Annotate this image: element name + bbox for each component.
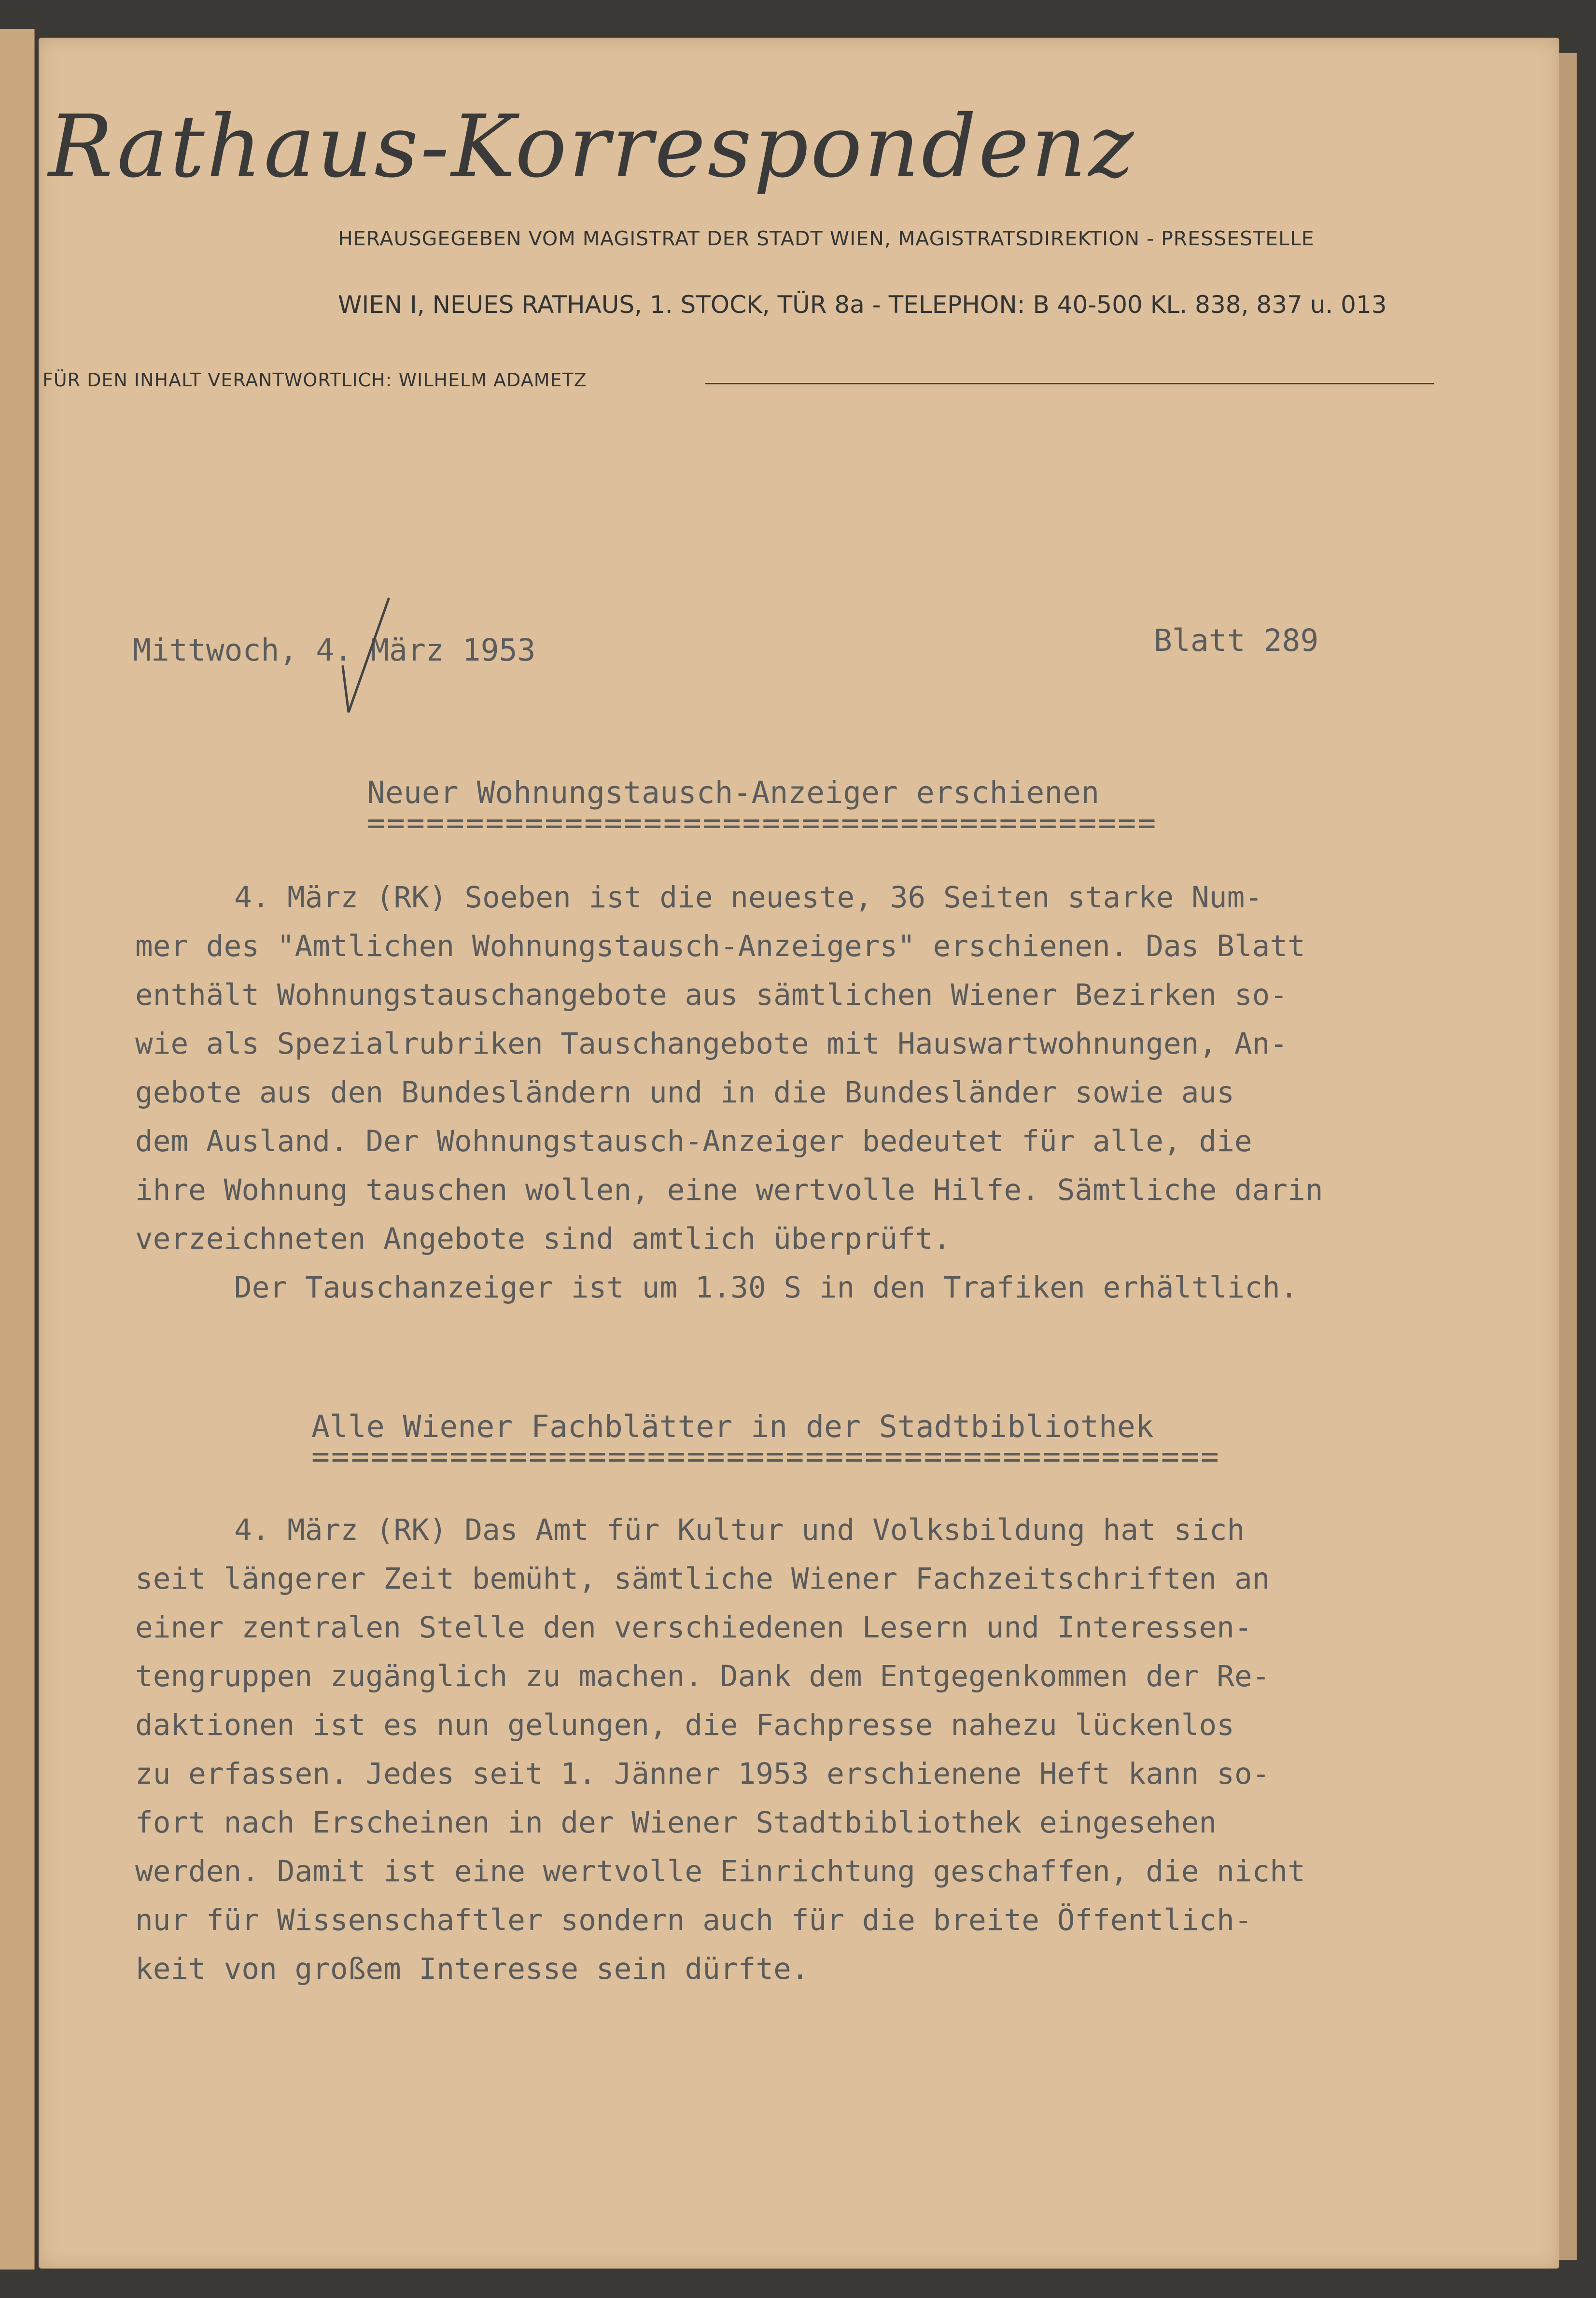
article-2-line: fort nach Erscheinen in der Wiener Stadtbibliothek eingesehen bbox=[135, 1805, 1217, 1840]
article-2-line: werden. Damit ist eine wertvolle Einrichtung geschaffen, die nicht bbox=[135, 1854, 1305, 1889]
article-1-title: Neuer Wohnungstausch-Anzeiger erschienen bbox=[367, 775, 1100, 810]
article-2-line: seit längerer Zeit bemüht, sämtliche Wiener Fachzeitschriften an bbox=[135, 1562, 1270, 1596]
masthead-title: Rathaus-Korrespondenz bbox=[48, 97, 1136, 197]
article-2-line: daktionen ist es nun gelungen, die Fachpresse nahezu lückenlos bbox=[135, 1708, 1234, 1742]
date-line: Mittwoch, 4. März 1953 bbox=[133, 633, 536, 668]
sheet-number: Blatt 289 bbox=[1154, 623, 1319, 658]
article-2-line: zu erfassen. Jedes seit 1. Jänner 1953 erschienene Heft kann so- bbox=[135, 1757, 1270, 1791]
article-1-line: mer des "Amtlichen Wohnungstausch-Anzeigers" erschienen. Das Blatt bbox=[135, 929, 1305, 963]
article-2-title: Alle Wiener Fachblätter in der Stadtbibliothek bbox=[311, 1409, 1154, 1444]
article-2-body bbox=[135, 1506, 1487, 1993]
article-2-line: keit von großem Interesse sein dürfte. bbox=[135, 1952, 809, 1986]
article-2-line: nur für Wissenschaftler sondern auch für die breite Öffentlich- bbox=[135, 1903, 1252, 1937]
article-1-underline: ======================================== bbox=[367, 805, 1158, 841]
article-2-line: 4. März (RK) Das Amt für Kultur und Volksbildung hat sich bbox=[234, 1513, 1245, 1547]
article-2-line: tengruppen zugänglich zu machen. Dank dem Entgegenkommen der Re- bbox=[135, 1659, 1270, 1693]
handwritten-check-mark bbox=[338, 594, 396, 719]
article-1-line: wie als Spezialrubriken Tauschangebote mit Hauswartwohnungen, An- bbox=[135, 1027, 1288, 1061]
article-1-body bbox=[135, 873, 1487, 1312]
article-2-line: einer zentralen Stelle den verschiedenen Lesern und Interessen- bbox=[135, 1610, 1252, 1645]
article-1-line: verzeichneten Angebote sind amtlich überprüft. bbox=[135, 1222, 951, 1256]
article-1-line: 4. März (RK) Soeben ist die neueste, 36 Seiten starke Num- bbox=[234, 880, 1263, 915]
article-1-line: enthält Wohnungstauschangebote aus sämtlichen Wiener Bezirken so- bbox=[135, 978, 1288, 1012]
header-rule bbox=[705, 383, 1434, 384]
article-1-line: ihre Wohnung tauschen wollen, eine wertvolle Hilfe. Sämtliche darin bbox=[135, 1173, 1323, 1207]
publisher-line: HERAUSGEGEBEN VOM MAGISTRAT DER STADT WIEN, MAGISTRATSDIREKTION - PRESSESTELLE bbox=[338, 227, 1315, 250]
facing-page-edge bbox=[0, 29, 35, 2270]
article-1-line: Der Tauschanzeiger ist um 1.30 S in den Trafiken erhältlich. bbox=[234, 1270, 1298, 1305]
article-1-line: dem Ausland. Der Wohnungstausch-Anzeiger bedeutet für alle, die bbox=[135, 1124, 1252, 1158]
responsible-editor-line: FÜR DEN INHALT VERANTWORTLICH: WILHELM ADAMETZ bbox=[42, 369, 587, 391]
article-2-underline: ============================================== bbox=[311, 1439, 1220, 1474]
address-line: WIEN I, NEUES RATHAUS, 1. STOCK, TÜR 8a - TELEPHON: B 40-500 KL. 838, 837 u. 013 bbox=[338, 291, 1387, 319]
article-1-line: gebote aus den Bundesländern und in die Bundesländer sowie aus bbox=[135, 1075, 1234, 1110]
page-stack-edge bbox=[1559, 53, 1577, 2260]
